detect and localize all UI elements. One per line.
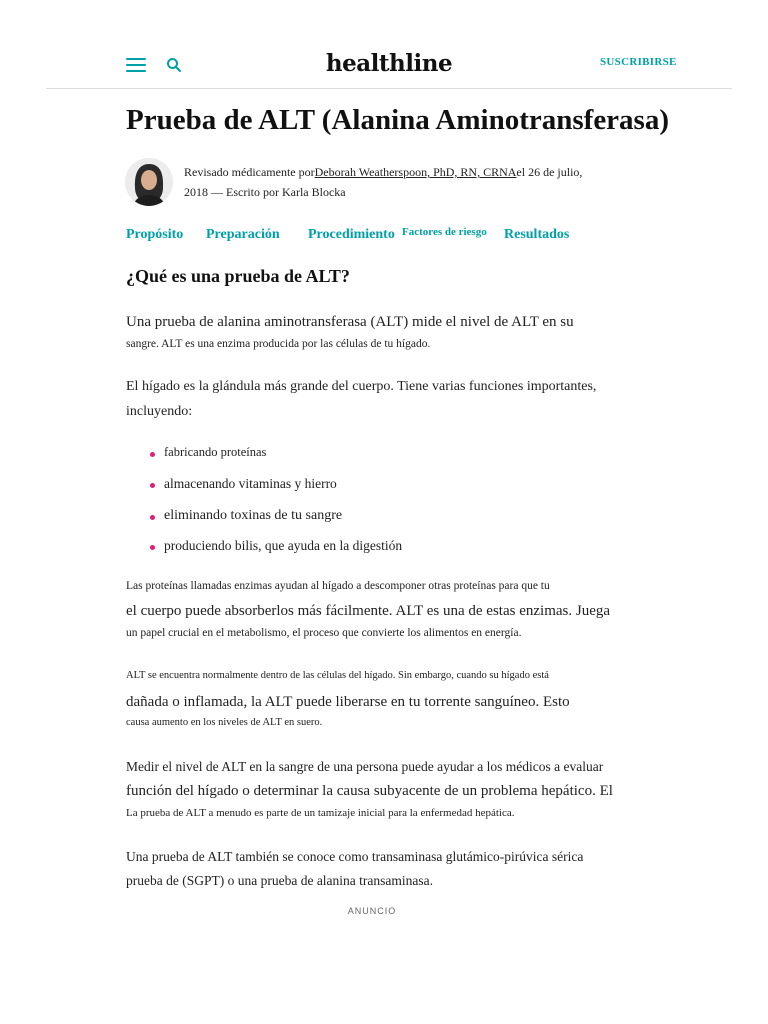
reviewer-link[interactable]: Deborah Weatherspoon, PhD, RN, CRNA	[314, 165, 517, 179]
toc-link-procedimiento[interactable]: Procedimiento	[308, 227, 395, 242]
paragraph-6-line-2: prueba de (SGPT) o una prueba de alanina transaminasa.	[126, 873, 434, 888]
byline-prefix: Revisado médicamente por	[184, 165, 315, 179]
byline-date: el 26 de julio,	[516, 165, 583, 179]
list-item-text: eliminando toxinas de tu sangre	[164, 508, 343, 523]
list-item	[164, 445, 266, 460]
bullet-dot	[150, 515, 155, 520]
list-item	[164, 508, 342, 524]
paragraph-2-line-2: incluyendo:	[126, 404, 193, 419]
paragraph-4-line-3: causa aumento en los niveles de ALT en suero.	[126, 717, 323, 728]
reviewer-avatar[interactable]	[125, 158, 173, 206]
article-title: Prueba de ALT (Alanina Aminotransferasa)	[126, 104, 669, 136]
paragraph-2-line-1: El hígado es la glándula más grande del cuerpo. Tiene varias funciones importantes,	[126, 379, 597, 394]
paragraph-3-line-1: Las proteínas llamadas enzimas ayudan al hígado a descomponer otras proteínas para que tu	[126, 580, 550, 592]
site-header	[46, 0, 732, 89]
bullet-dot	[150, 545, 155, 550]
toc-link-resultados[interactable]: Resultados	[504, 227, 570, 242]
paragraph-3-line-2: el cuerpo puede absorberlos más fácilmente. ALT es una de estas enzimas. Juega	[126, 603, 611, 619]
paragraph-5-line-3: La prueba de ALT a menudo es parte de un tamizaje inicial para la enfermedad hepática.	[126, 807, 515, 819]
toc-link-proposito[interactable]: Propósito	[126, 227, 184, 242]
list-item-text: fabricando proteínas	[164, 445, 267, 459]
bullet-dot	[150, 483, 155, 488]
list-item	[164, 476, 337, 492]
paragraph-5-line-1: Medir el nivel de ALT en la sangre de una persona puede ayudar a los médicos a evaluar	[126, 759, 604, 774]
section-heading: ¿Qué es una prueba de ALT?	[126, 266, 350, 286]
list-item	[164, 538, 402, 554]
paragraph-1-line-2: sangre. ALT es una enzima producida por las células de tu hígado.	[126, 338, 431, 350]
byline-author: 2018 — Escrito por Karla Blocka	[184, 185, 346, 199]
subscribe-link[interactable]: SUSCRIBIRSE	[600, 56, 677, 68]
list-item-text: produciendo bilis, que ayuda en la digestión	[164, 538, 403, 553]
toc-link-factores-de-riesgo[interactable]: Factores de riesgo	[402, 226, 487, 238]
paragraph-4-line-1: ALT se encuentra normalmente dentro de las células del hígado. Sin embargo, cuando su hígado está	[126, 670, 549, 681]
advertisement-label: ANUNCIO	[347, 906, 397, 916]
paragraph-3-line-3: un papel crucial en el metabolismo, el proceso que convierte los alimentos en energía.	[126, 627, 522, 639]
toc-link-preparacion[interactable]: Preparación	[206, 227, 280, 242]
bullet-dot	[150, 452, 155, 457]
article-byline	[184, 162, 624, 202]
paragraph-4-line-2: dañada o inflamada, la ALT puede liberarse en tu torrente sanguíneo. Esto	[126, 694, 570, 710]
list-item-text: almacenando vitaminas y hierro	[164, 476, 337, 491]
site-logo[interactable]: healthline	[325, 50, 453, 77]
paragraph-1-line-1: Una prueba de alanina aminotransferasa (ALT) mide el nivel de ALT en su	[126, 314, 574, 330]
paragraph-5-line-2: función del hígado o determinar la causa subyacente de un problema hepático. El	[126, 783, 613, 799]
paragraph-6-line-1: Una prueba de ALT también se conoce como transaminasa glutámico-pirúvica sérica	[126, 849, 584, 864]
